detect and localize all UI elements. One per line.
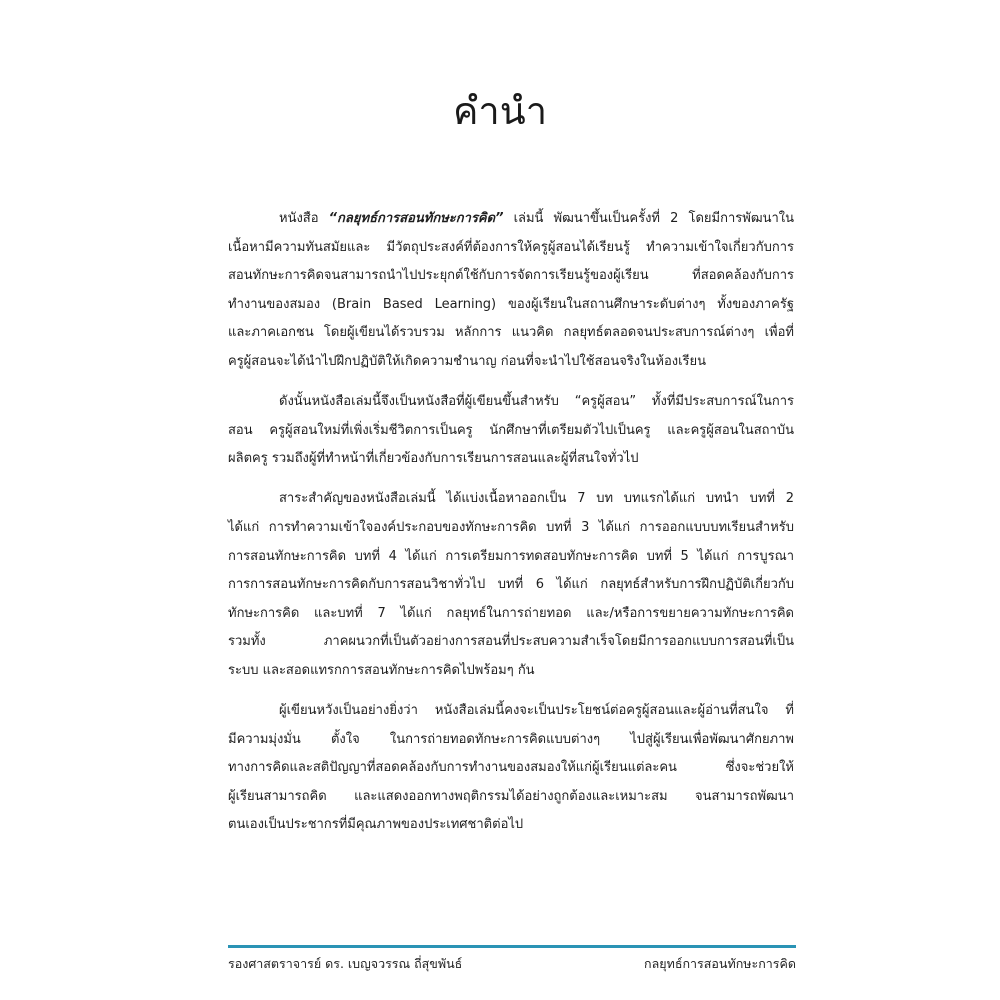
paragraph-line: และภาคเอกชน โดยผู้เขียนได้รวบรวม หลักการ แนวคิด กลยุทธ์ตลอดจนประสบการณ์ต่างๆ เพื่อที่ xyxy=(228,325,794,341)
paragraph-line: สาระสำคัญของหนังสือเล่มนี้ ได้แบ่งเนื้อหาออกเป็น 7 บท บทแรกได้แก่ บทนำ บทที่ 2 xyxy=(279,491,794,507)
paragraph-line: ผลิตครู รวมถึงผู้ที่ทำหน้าที่เกี่ยวข้องกับการเรียนการสอนและผู้ที่สนใจทั่วไป xyxy=(228,451,639,467)
footer-rule xyxy=(228,945,796,948)
paragraph-line: การสอนทักษะการคิด บทที่ 4 ได้แก่ การเตรียมการทดสอบทักษะการคิด บทที่ 5 ได้แก่ การบูรณา xyxy=(228,548,794,564)
paragraph-line: เนื้อหามีความทันสมัยและ มีวัตถุประสงค์ที่ต้องการให้ครูผู้สอนได้เรียนรู้ ทำความเข้าใจเกี่ยวกับการ xyxy=(228,239,794,255)
paragraph-line: ระบบ และสอดแทรกการสอนทักษะการคิดไปพร้อมๆ กัน xyxy=(228,662,535,678)
paragraph-line: ผู้เรียนสามารถคิด และแสดงออกทางพฤติกรรมได้อย่างถูกต้องและเหมาะสม จนสามารถพัฒนา xyxy=(228,788,794,804)
paragraph-line: สอน ครูผู้สอนใหม่ที่เพิ่งเริ่มชีวิตการเป็นครู นักศึกษาที่เตรียมตัวไปเป็นครู และครูผู้สอนในสถาบัน xyxy=(228,422,794,438)
line-text: เล่มนี้ พัฒนาขึ้นเป็นครั้งที่ 2 โดยมีการพัฒนาใน xyxy=(503,211,794,226)
book-title-inline: “กลยุทธ์การสอนทักษะการคิด” xyxy=(328,211,504,226)
paragraph-line: ผู้เขียนหวังเป็นอย่างยิ่งว่า หนังสือเล่มนี้คงจะเป็นประโยชน์ต่อครูผู้สอนและผู้อ่านที่สนใจ ที่ xyxy=(279,703,794,718)
paragraph-line: ทางการคิดและสติปัญญาที่สอดคล้องกับการทำงานของสมองให้แก่ผู้เรียนแต่ละคน ซึ่งจะช่วยให้ xyxy=(228,760,794,776)
paragraph-line: รวมทั้ง ภาคผนวกที่เป็นตัวอย่างการสอนที่ประสบความสำเร็จโดยมีการออกแบบการสอนที่เป็น xyxy=(228,634,794,650)
paragraph-line: ทักษะการคิด และบทที่ 7 ได้แก่ กลยุทธ์ในการถ่ายทอด และ/หรือการขยายความทักษะการคิด xyxy=(228,605,794,621)
paragraph-line: ครูผู้สอนจะได้นำไปฝึกปฏิบัติให้เกิดความชำนาญ ก่อนที่จะนำไปใช้สอนจริงในห้องเรียน xyxy=(228,353,707,369)
preface-body xyxy=(228,205,794,851)
page-title: คำนำ xyxy=(452,89,548,133)
paragraph-3 xyxy=(228,485,794,685)
paragraph-line: ทำงานของสมอง (Brain Based Learning) ของผู้เรียนในสถานศึกษาระดับต่างๆ ทั้งของภาครัฐ xyxy=(228,296,794,312)
paragraph-line: ได้แก่ การทำความเข้าใจองค์ประกอบของทักษะการคิด บทที่ 3 ได้แก่ การออกแบบบทเรียนสำหรับ xyxy=(228,519,794,535)
footer-book-title: กลยุทธ์การสอนทักษะการคิด xyxy=(644,956,796,971)
paragraph-line: ดังนั้นหนังสือเล่มนี้จึงเป็นหนังสือที่ผู้เขียนขึ้นสำหรับ “ครูผู้สอน” ทั้งที่มีประสบการณ์ในการ xyxy=(279,394,794,410)
paragraph-line: ตนเองเป็นประชากรที่มีคุณภาพของประเทศชาติต่อไป xyxy=(228,817,524,833)
paragraph-4 xyxy=(228,697,794,840)
paragraph-line: การการสอนทักษะการคิดกับการสอนวิชาทั่วไป บทที่ 6 ได้แก่ กลยุทธ์สำหรับการฝึกปฏิบัติเกี่ยวกับ xyxy=(228,577,794,593)
line-text: หนังสือ xyxy=(279,211,329,226)
paragraph-line xyxy=(228,205,794,234)
footer-author: รองศาสตราจารย์ ดร. เบญจวรรณ ถี่สุขพันธ์ xyxy=(228,956,463,971)
paragraph-1 xyxy=(228,205,794,377)
paragraph-line: สอนทักษะการคิดจนสามารถนำไปประยุกต์ใช้กับการจัดการเรียนรู้ของผู้เรียน ที่สอดคล้องกับการ xyxy=(228,268,794,284)
paragraph-2 xyxy=(228,388,794,474)
paragraph-line: มีความมุ่งมั่น ตั้งใจ ในการถ่ายทอดทักษะการคิดแบบต่างๆ ไปสู่ผู้เรียนเพื่อพัฒนาศักยภาพ xyxy=(228,731,794,747)
